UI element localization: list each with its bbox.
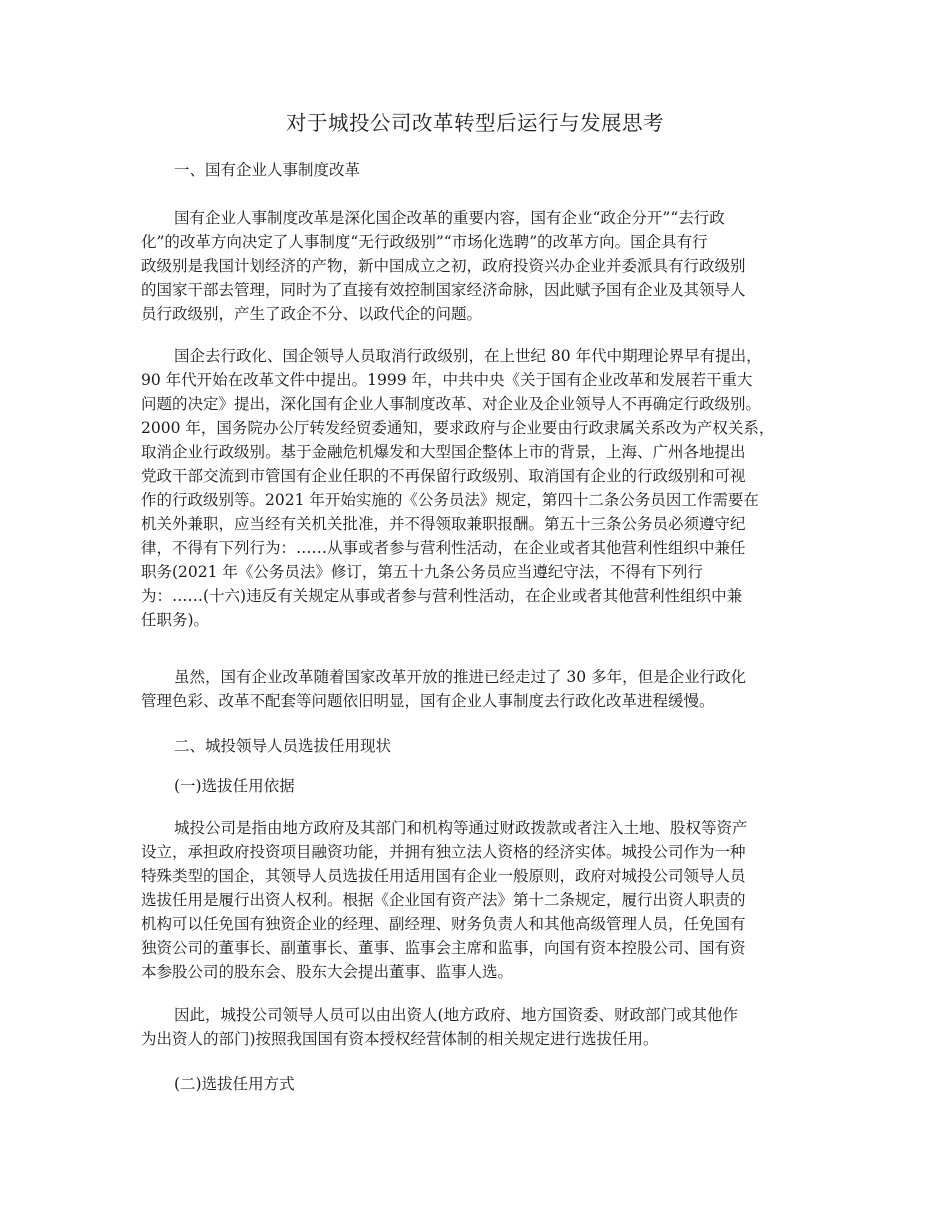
paragraph-5 (141, 1003, 821, 1051)
paragraph-line: 员行政级别，产生了政企不分、以政代企的问题。 (141, 305, 483, 323)
paragraph-line: 机构可以任免国有独资企业的经理、副经理、财务负责人和其他高级管理人员，任免国有 (141, 915, 746, 933)
paragraph-line: 特殊类型的国企，其领导人员选拔任用适用国有企业一般原则，政府对城投公司领导人员 (141, 867, 746, 885)
paragraph-line: 化”的改革方向决定了人事制度“无行政级别”“市场化选聘”的改革方向。国企具有行 (141, 233, 708, 251)
paragraph-line: 作的行政级别等。2021 年开始实施的《公务员法》规定，第四十二条公务员因工作需要在 (141, 491, 759, 509)
section-heading-2 (141, 734, 821, 758)
section-heading-text: 二、城投领导人员选拔任用现状 (174, 737, 392, 755)
paragraph-line: 本参股公司的股东会、股东大会提出董事、监事人选。 (141, 963, 514, 981)
paragraph-4 (141, 816, 821, 984)
subheading-2 (141, 1072, 821, 1096)
paragraph-line: 独资公司的董事长、副董事长、董事、监事会主席和监事，向国有资本控股公司、国有资 (141, 939, 746, 957)
paragraph-line: 2000 年，国务院办公厅转发经贸委通知，要求政府与企业要由行政隶属关系改为产权关系， (141, 419, 775, 437)
paragraph-line: 设立，承担政府投资项目融资功能，并拥有独立法人资格的经济实体。城投公司作为一种 (141, 843, 746, 861)
section-heading-text: 一、国有企业人事制度改革 (174, 161, 361, 179)
paragraph-line: 律，不得有下列行为：……从事或者参与营利性活动，在企业或者其他营利性组织中兼任 (141, 539, 746, 557)
paragraph-line: 为出资人的部门)按照我国国有资本授权经营体制的相关规定进行选拔任用。 (141, 1030, 659, 1048)
paragraph-2 (141, 344, 821, 632)
subheading-text: (二)选拔任用方式 (174, 1075, 295, 1093)
paragraph-line: 机关外兼职，应当经有关机关批准，并不得领取兼职报酬。第五十三条公务员必须遵守纪 (141, 515, 746, 533)
document-title: 对于城投公司改革转型后运行与发展思考 (286, 111, 664, 135)
paragraph-line: 城投公司是指由地方政府及其部门和机构等通过财政拨款或者注入土地、股权等资产 (174, 819, 748, 837)
paragraph-line: 选拔任用是履行出资人权利。根据《企业国有资产法》第十二条规定，履行出资人职责的 (141, 891, 746, 909)
section-heading-1 (141, 158, 821, 182)
paragraph-line: 因此，城投公司领导人员可以由出资人(地方政府、地方国资委、财政部门或其他作 (174, 1006, 739, 1024)
paragraph-line: 职务(2021 年《公务员法》修订，第五十九条公务员应当遵纪守法，不得有下列行 (141, 563, 703, 581)
paragraph-3 (141, 665, 821, 713)
paragraph-line: 政级别是我国计划经济的产物，新中国成立之初，政府投资兴办企业并委派具有行政级别 (141, 257, 746, 275)
paragraph-line: 问题的决定》提出，深化国有企业人事制度改革、对企业及企业领导人不再确定行政级别。 (141, 395, 762, 413)
paragraph-line: 的国家干部去管理，同时为了直接有效控制国家经济命脉，因此赋予国有企业及其领导人 (141, 281, 746, 299)
paragraph-line: 任职务)。 (141, 611, 210, 629)
paragraph-line: 国企去行政化、国企领导人员取消行政级别，在上世纪 80 年代中期理论界早有提出， (174, 347, 762, 365)
paragraph-1 (141, 206, 821, 326)
paragraph-line: 国有企业人事制度改革是深化国企改革的重要内容，国有企业“政企分开”“去行政 (174, 209, 725, 227)
subheading-1 (141, 774, 821, 798)
subheading-text: (一)选拔任用依据 (174, 777, 295, 795)
paragraph-line: 为：……(十六)违反有关规定从事或者参与营利性活动，在企业或者其他营利性组织中兼 (141, 587, 743, 605)
paragraph-line: 党政干部交流到市管国有企业任职的不再保留行政级别、取消国有企业的行政级别和可视 (141, 467, 746, 485)
paragraph-line: 取消企业行政级别。基于金融危机爆发和大型国企整体上市的背景，上海、广州各地提出 (141, 443, 746, 461)
paragraph-line: 虽然，国有企业改革随着国家改革开放的推进已经走过了 30 多年，但是企业行政化 (174, 668, 747, 686)
paragraph-line: 90 年代开始在改革文件中提出。1999 年，中共中央《关于国有企业改革和发展若干重大 (141, 371, 753, 389)
paragraph-line: 管理色彩、改革不配套等问题依旧明显，国有企业人事制度去行政化改革进程缓慢。 (141, 692, 715, 710)
